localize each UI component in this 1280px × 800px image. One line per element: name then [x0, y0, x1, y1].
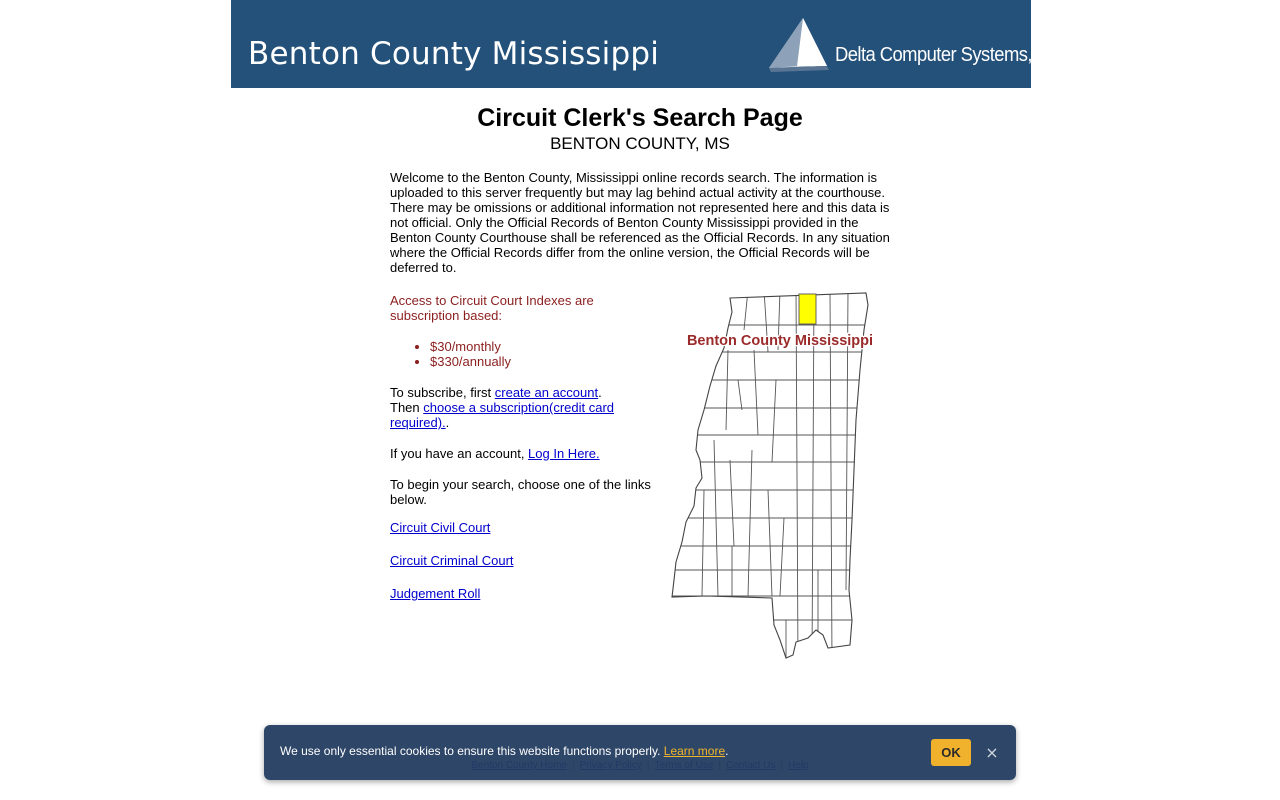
login-link[interactable]: Log In Here. — [528, 446, 600, 461]
banner-title: Benton County Mississippi — [248, 36, 660, 72]
cookie-banner — [264, 725, 1016, 780]
close-icon[interactable]: × — [982, 741, 1002, 763]
benton-county-highlight[interactable] — [799, 294, 816, 324]
subscription-panel — [390, 293, 665, 601]
pyramid-logo-icon — [769, 16, 829, 72]
price-monthly: • $30/monthly — [430, 339, 665, 354]
begin-text: To begin your search, choose one of the links below. — [390, 477, 651, 507]
price-list — [390, 339, 665, 369]
login-line — [390, 446, 665, 461]
login-prefix: If you have an account, — [390, 446, 529, 461]
judgement-roll-link[interactable]: Judgement Roll — [390, 586, 481, 601]
circuit-criminal-court-link[interactable]: Circuit Criminal Court — [390, 553, 514, 568]
subscribe-dot: . — [598, 385, 602, 400]
then-dot: . — [445, 415, 450, 430]
then-prefix: Then — [390, 400, 424, 415]
cookie-text: We use only essential cookies to ensure this website functions properly. — [280, 744, 664, 758]
map-label: Benton County Mississippi — [686, 333, 874, 349]
page-title: Circuit Clerk's Search Page — [477, 104, 803, 132]
subscribe-prefix: To subscribe, first — [390, 385, 495, 400]
cookie-ok-button[interactable]: OK — [931, 739, 971, 766]
circuit-civil-court-link[interactable]: Circuit Civil Court — [390, 520, 491, 535]
subscribe-instructions — [390, 385, 665, 430]
page-subtitle: BENTON COUNTY, MS — [550, 134, 730, 153]
price-annual: • $330/annually — [430, 354, 665, 369]
vendor-logo[interactable] — [769, 16, 1064, 76]
intro-paragraph: Welcome to the Benton County, Mississippi online records search. The information is uploaded to this server frequently but may lag behind actual activity at the courthouse. There may be omissions or additional information not represented here and this data is not official. Only the Official Records of Benton County Mississippi provided in the Benton County Courthouse shall be referenced as the Official Records. In any situation where the Official Records differ from the online version, the Official Records will be deferred to. — [390, 170, 890, 275]
vendor-name: Delta Computer Systems, Inc. — [835, 44, 1064, 66]
learn-more-link[interactable]: Learn more — [663, 744, 726, 758]
site-banner — [231, 0, 1064, 88]
mississippi-county-map — [668, 290, 888, 662]
choose-subscription-link[interactable]: choose a subscription(credit card required). — [390, 400, 615, 430]
cookie-dot: . — [725, 744, 729, 758]
cookie-message — [280, 744, 728, 758]
create-account-link[interactable]: create an account — [494, 385, 599, 400]
access-text: Access to Circuit Court Indexes are subscription based: — [390, 293, 594, 323]
